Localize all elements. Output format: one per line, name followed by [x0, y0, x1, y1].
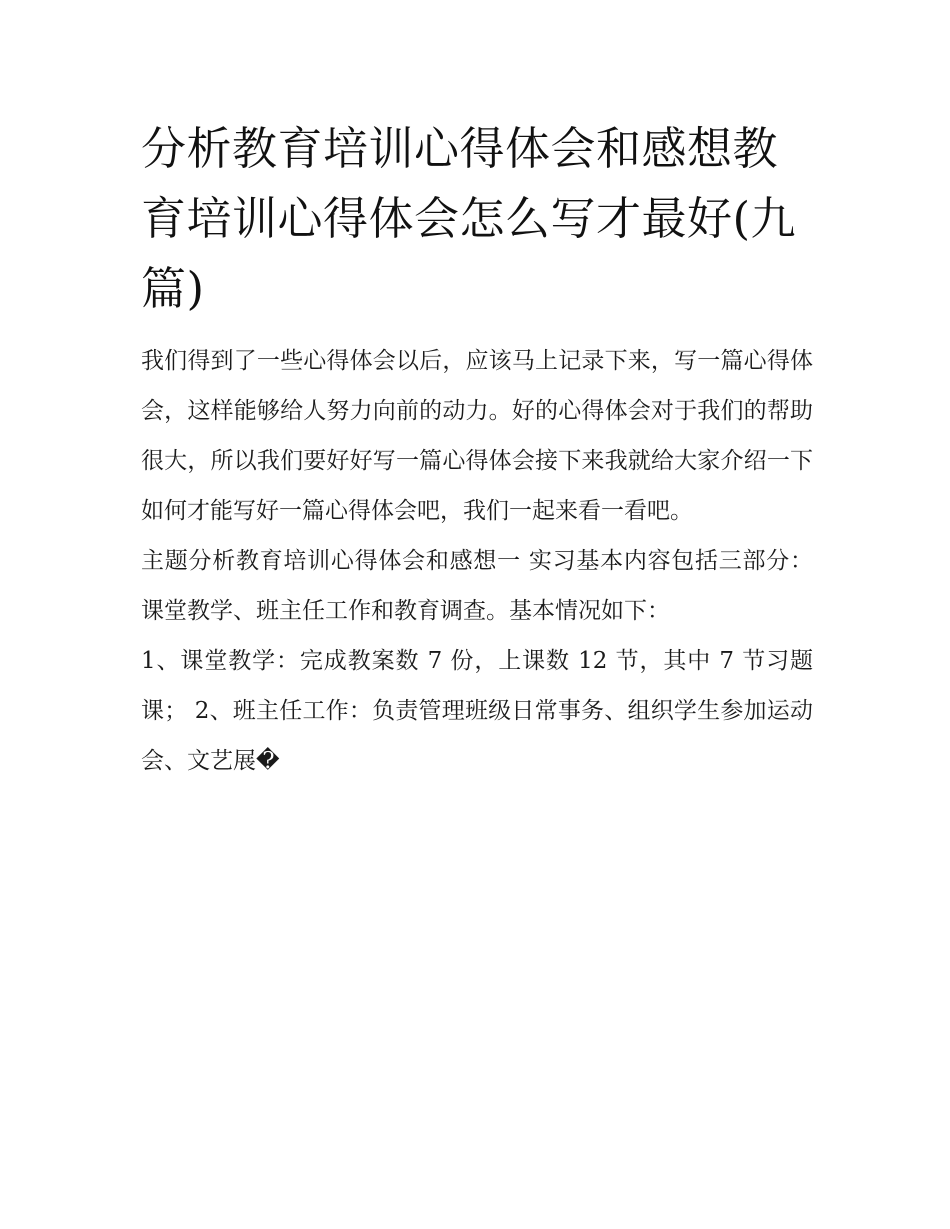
- document-body: [141, 114, 813, 786]
- section-intro-paragraph: 主题分析教育培训心得体会和感想一 实习基本内容包括三部分：课堂教学、班主任工作和教育调查。基本情况如下：: [141, 548, 813, 624]
- document-title: 分析教育培训心得体会和感想教育培训心得体会怎么写才最好(九篇): [141, 122, 797, 315]
- details-paragraph: 1、课堂教学：完成教案数 7 份，上课数 12 节，其中 7 节习题课； 2、班主任工作：负责管理班级日常事务、组织学生参加运动会、文艺展�: [141, 648, 813, 774]
- intro-paragraph: 我们得到了一些心得体会以后，应该马上记录下来，写一篇心得体会，这样能够给人努力向前的动力。好的心得体会对于我们的帮助很大，所以我们要好好写一篇心得体会接下来我就给大家介绍一下如何才能写好一篇心得体会吧，我们一起来看一看吧。: [141, 348, 813, 524]
